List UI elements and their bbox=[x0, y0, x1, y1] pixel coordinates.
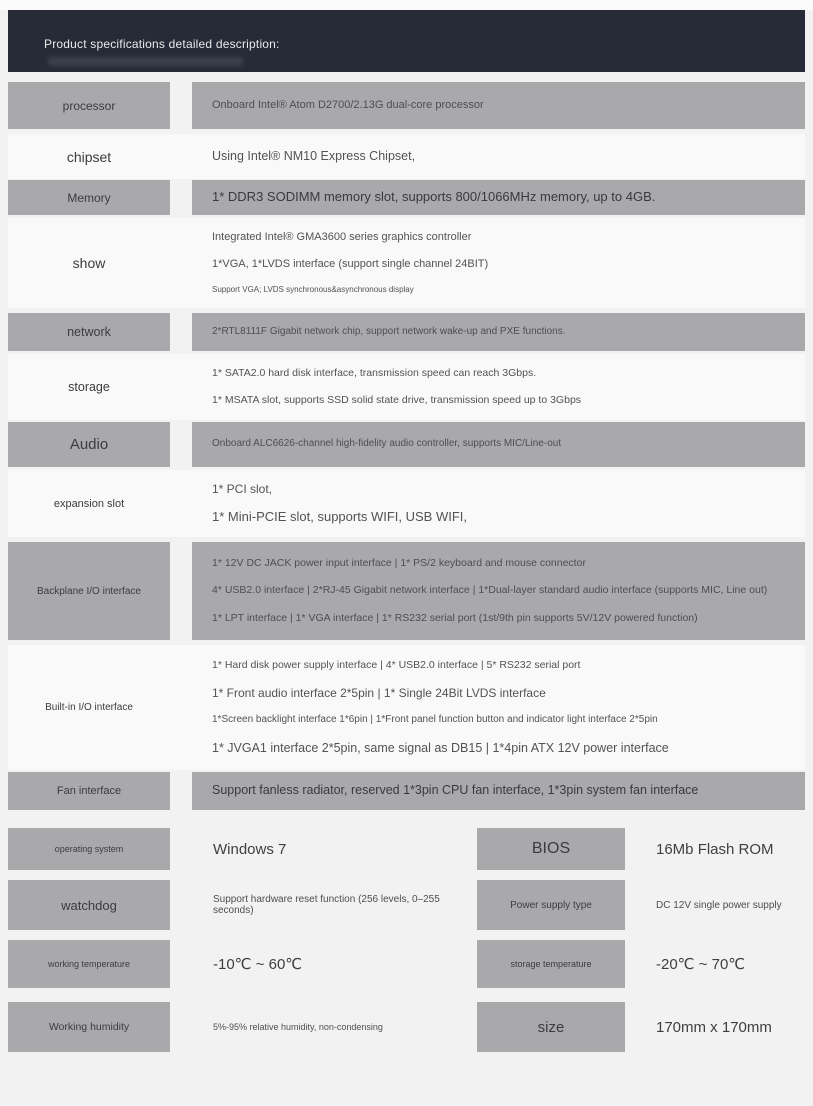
info-label: Working humidity bbox=[8, 1002, 170, 1052]
info-label: watchdog bbox=[8, 880, 170, 930]
spec-label: Fan interface bbox=[8, 772, 170, 810]
info-value: 5%-95% relative humidity, non-condensing bbox=[213, 1022, 383, 1032]
spec-label: chipset bbox=[66, 148, 112, 165]
spec-line: Onboard ALC6626-channel high-fidelity audio controller, supports MIC/Line-out bbox=[212, 438, 562, 450]
spec-label: expansion slot bbox=[53, 497, 125, 510]
faded-subtitle-smudge bbox=[48, 57, 243, 66]
spec-label: Memory bbox=[8, 180, 170, 215]
specs-header-title: Product specifications detailed description: bbox=[44, 37, 280, 51]
spec-row-storage bbox=[8, 354, 805, 420]
info-value: Support hardware reset function (256 levels, 0–255 seconds) bbox=[213, 894, 440, 916]
spec-line: 1* Mini-PCIE slot, supports WIFI, USB WIFI, bbox=[212, 508, 467, 524]
spec-row-memory bbox=[8, 180, 805, 215]
spec-row-builtin-io bbox=[8, 645, 805, 770]
spec-label: show bbox=[72, 255, 106, 271]
spec-row-network bbox=[8, 313, 805, 351]
spec-line: 1* Front audio interface 2*5pin | 1* Single 24Bit LVDS interface bbox=[212, 685, 546, 700]
spec-line: 1* SATA2.0 hard disk interface, transmission speed can reach 3Gbps. bbox=[212, 367, 537, 380]
spec-line: 2*RTL8111F Gigabit network chip, support network wake-up and PXE functions. bbox=[212, 325, 566, 337]
info-row-watchdog-power bbox=[8, 880, 805, 930]
spec-label: network bbox=[8, 313, 170, 351]
info-label: operating system bbox=[8, 828, 170, 870]
spec-row-fan bbox=[8, 772, 805, 810]
info-row-temperatures bbox=[8, 940, 805, 988]
info-value: -20℃ ~ 70℃ bbox=[656, 956, 746, 973]
spec-line: 1* LPT interface | 1* VGA interface | 1* RS232 serial port (1st/9th pin supports 5V/12V powered function) bbox=[212, 612, 698, 625]
spec-row-processor bbox=[8, 82, 805, 129]
spec-line: 1* MSATA slot, supports SSD solid state drive, transmission speed up to 3Gbps bbox=[212, 393, 582, 406]
spec-content bbox=[192, 313, 805, 351]
info-label: BIOS bbox=[477, 828, 625, 870]
spec-content bbox=[192, 772, 805, 810]
spec-line: 1*Screen backlight interface 1*6pin | 1*Front panel function button and indicator light interface 2*5pin bbox=[212, 714, 658, 726]
spec-line: 1* JVGA1 interface 2*5pin, same signal as DB15 | 1*4pin ATX 12V power interface bbox=[212, 740, 669, 755]
spec-line: 4* USB2.0 interface | 2*RJ-45 Gigabit network interface | 1*Dual-layer standard audio interface (supports MIC, Line out) bbox=[212, 584, 768, 597]
spec-line: Using Intel® NM10 Express Chipset, bbox=[212, 148, 416, 163]
spec-line: Onboard Intel® Atom D2700/2.13G dual-core processor bbox=[212, 98, 484, 111]
spec-content bbox=[192, 180, 805, 215]
info-value: Windows 7 bbox=[213, 840, 287, 858]
spec-line: Support VGA; LVDS synchronous&asynchronous display bbox=[212, 284, 414, 294]
info-label: storage temperature bbox=[477, 940, 625, 988]
spec-table bbox=[8, 82, 805, 810]
spec-label: storage bbox=[68, 380, 110, 394]
info-value: 16Mb Flash ROM bbox=[656, 840, 774, 858]
spec-content bbox=[192, 542, 805, 640]
spec-content bbox=[192, 422, 805, 467]
top-strip bbox=[0, 0, 813, 10]
spec-line: Support fanless radiator, reserved 1*3pin CPU fan interface, 1*3pin system fan interface bbox=[212, 783, 699, 798]
spec-row-backplane-io bbox=[8, 542, 805, 640]
spec-line: 1* PCI slot, bbox=[212, 481, 273, 496]
info-label: working temperature bbox=[8, 940, 170, 988]
info-value: DC 12V single power supply bbox=[656, 899, 782, 911]
specs-header bbox=[8, 10, 805, 72]
info-row-os-bios bbox=[8, 828, 805, 870]
info-label: size bbox=[477, 1002, 625, 1052]
info-row-humidity-size bbox=[8, 1002, 805, 1052]
spec-line: 1* DDR3 SODIMM memory slot, supports 800/1066MHz memory, up to 4GB. bbox=[212, 189, 656, 205]
spec-line: 1* Hard disk power supply interface | 4* USB2.0 interface | 5* RS232 serial port bbox=[212, 658, 581, 671]
spec-label: Backplane I/O interface bbox=[8, 542, 170, 640]
spec-content bbox=[192, 82, 805, 129]
spec-line: Integrated Intel® GMA3600 series graphics controller bbox=[212, 231, 472, 244]
spec-content bbox=[192, 470, 805, 537]
spec-row-expansion-slot bbox=[8, 470, 805, 537]
spec-row-chipset bbox=[8, 134, 805, 179]
info-value: -10℃ ~ 60℃ bbox=[213, 956, 303, 973]
spec-line: 1*VGA, 1*LVDS interface (support single channel 24BIT) bbox=[212, 258, 489, 270]
spec-row-audio bbox=[8, 422, 805, 467]
spec-content bbox=[192, 645, 805, 770]
spec-row-display bbox=[8, 218, 805, 308]
spec-line: 1* 12V DC JACK power input interface | 1* PS/2 keyboard and mouse connector bbox=[212, 556, 586, 569]
spec-content bbox=[192, 354, 805, 420]
info-label: Power supply type bbox=[477, 880, 625, 930]
spec-label: Audio bbox=[8, 422, 170, 467]
spec-label: Built-in I/O interface bbox=[45, 702, 133, 713]
spec-content bbox=[192, 134, 805, 179]
spec-content bbox=[192, 218, 805, 308]
info-value: 170mm x 170mm bbox=[656, 1018, 772, 1036]
spec-label: processor bbox=[8, 82, 170, 129]
